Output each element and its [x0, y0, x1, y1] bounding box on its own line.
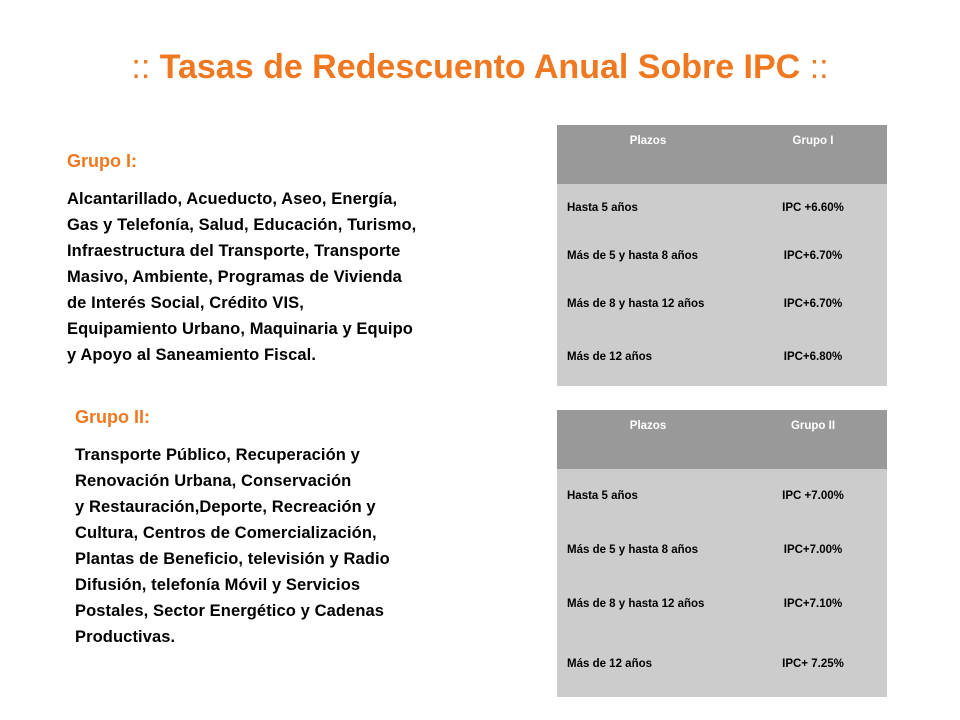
table-row [557, 469, 887, 523]
rate-cell: IPC+6.70% [739, 280, 887, 328]
group-2-line: Productivas. [75, 628, 176, 646]
column-header-grupo: Grupo II [739, 410, 887, 469]
column-header-plazos: Plazos [557, 125, 739, 184]
table-row [557, 232, 887, 280]
group-2-line: Plantas de Beneficio, televisión y Radio [75, 550, 390, 568]
group-1-line: de Interés Social, Crédito VIS, [67, 294, 304, 312]
group-1-line: Gas y Telefonía, Salud, Educación, Turismo, [67, 216, 417, 234]
group-2-line: Postales, Sector Energético y Cadenas [75, 602, 385, 620]
page-title [0, 48, 960, 87]
group-2-description [75, 442, 505, 650]
group-2-line: Cultura, Centros de Comercialización, [75, 524, 377, 542]
rate-cell: IPC +7.00% [739, 469, 887, 523]
plazo-cell: Más de 12 años [557, 328, 739, 386]
group-2-rates-table [557, 410, 887, 697]
group-2-heading: Grupo II: [75, 407, 150, 427]
rate-cell: IPC +6.60% [739, 184, 887, 232]
group-1-line: Alcantarillado, Acueducto, Aseo, Energía, [67, 190, 398, 208]
group-1-heading: Grupo I: [67, 151, 137, 171]
rate-cell: IPC+7.10% [739, 577, 887, 631]
title-suffix: :: [809, 48, 829, 86]
rate-cell: IPC+ 7.25% [739, 631, 887, 697]
rate-cell: IPC+7.00% [739, 523, 887, 577]
title-prefix: :: [131, 48, 151, 86]
table-header-row [557, 410, 887, 469]
group-1-description [67, 186, 517, 368]
table-row [557, 280, 887, 328]
group-2-line: Renovación Urbana, Conservación [75, 472, 352, 490]
table-row [557, 328, 887, 386]
title-text: Tasas de Redescuento Anual Sobre IPC [159, 48, 801, 86]
plazo-cell: Más de 8 y hasta 12 años [557, 577, 739, 631]
table-header-row [557, 125, 887, 184]
plazo-cell: Hasta 5 años [557, 184, 739, 232]
group-1-line: Equipamiento Urbano, Maquinaria y Equipo [67, 320, 413, 338]
column-header-grupo: Grupo I [739, 125, 887, 184]
plazo-cell: Más de 12 años [557, 631, 739, 697]
group-1-rates-table [557, 125, 887, 386]
table-row [557, 184, 887, 232]
group-1-line: Infraestructura del Transporte, Transporte [67, 242, 401, 260]
rate-cell: IPC+6.80% [739, 328, 887, 386]
group-2-section [75, 407, 505, 650]
plazo-cell: Hasta 5 años [557, 469, 739, 523]
plazo-cell: Más de 5 y hasta 8 años [557, 523, 739, 577]
table-row [557, 523, 887, 577]
group-2-line: y Restauración,Deporte, Recreación y [75, 498, 376, 516]
plazo-cell: Más de 8 y hasta 12 años [557, 280, 739, 328]
column-header-plazos: Plazos [557, 410, 739, 469]
group-1-line: Masivo, Ambiente, Programas de Vivienda [67, 268, 402, 286]
group-2-line: Difusión, telefonía Móvil y Servicios [75, 576, 361, 594]
table-row [557, 631, 887, 697]
plazo-cell: Más de 5 y hasta 8 años [557, 232, 739, 280]
group-2-line: Transporte Público, Recuperación y [75, 446, 360, 464]
group-1-section [67, 151, 517, 368]
rate-cell: IPC+6.70% [739, 232, 887, 280]
table-row [557, 577, 887, 631]
group-1-line: y Apoyo al Saneamiento Fiscal. [67, 346, 317, 364]
